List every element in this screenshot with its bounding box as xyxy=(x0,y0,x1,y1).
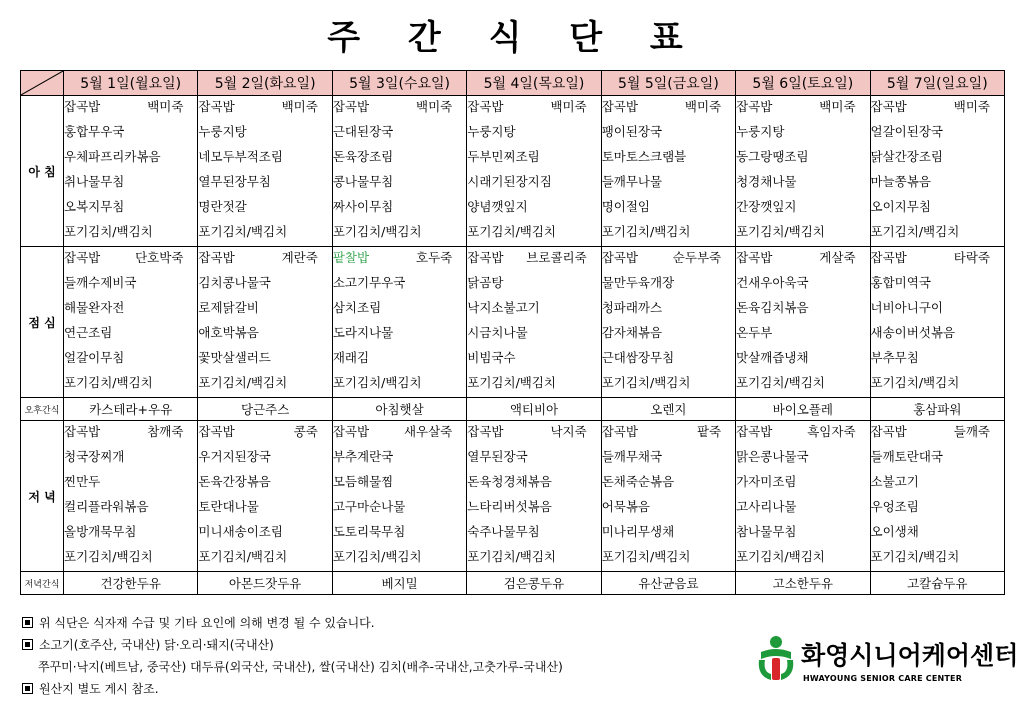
menu-item: 포기김치/백김치 xyxy=(467,224,557,239)
menu-item: 누룽지탕 xyxy=(467,124,516,139)
menu-item: 우엉조림 xyxy=(870,499,919,514)
menu-item: 고사리나물 xyxy=(736,499,797,514)
menu-item: 맛살깨즙냉채 xyxy=(736,350,809,365)
menu-item: 포기김치/백김치 xyxy=(736,224,825,239)
menu-item: 온두부 xyxy=(736,325,773,340)
porridge-item: 타락죽 xyxy=(953,250,990,265)
menu-item: 우거지된장국 xyxy=(198,449,271,464)
square-bullet-icon xyxy=(22,639,33,650)
menu-item: 돈육김치볶음 xyxy=(736,300,809,315)
rice-porridge-line xyxy=(467,421,600,446)
menu-cell xyxy=(332,247,466,398)
porridge-item: 순두부죽 xyxy=(672,250,722,265)
menu-item: 콩나물무침 xyxy=(332,174,394,189)
rice-item: 잡곡밥 xyxy=(64,99,101,114)
porridge-item: 팥죽 xyxy=(696,424,722,439)
weekly-menu-table xyxy=(20,70,1005,595)
rice-porridge-line xyxy=(333,96,466,121)
menu-cell xyxy=(467,247,601,398)
menu-item: 컬리플라워볶음 xyxy=(64,499,149,514)
menu-item: 포기김치/백김치 xyxy=(870,224,960,239)
note-posting: 원산지 별도 게시 참조. xyxy=(22,678,563,700)
porridge-item: 단호박죽 xyxy=(135,250,184,265)
menu-item: 홍합미역국 xyxy=(870,275,931,290)
menu-item: 오이생채 xyxy=(870,524,919,539)
menu-item: 애호박볶음 xyxy=(198,325,259,340)
logo-name: 화영시니어케어센터 xyxy=(801,641,1019,670)
menu-item: 청국장찌개 xyxy=(64,449,125,464)
porridge-item: 브로콜리죽 xyxy=(526,250,587,265)
rice-porridge-line xyxy=(736,421,869,446)
menu-item: 부추무침 xyxy=(870,350,919,365)
menu-item: 포기김치/백김치 xyxy=(198,224,288,239)
menu-item: 어묵볶음 xyxy=(601,499,650,514)
menu-item: 올방개묵무침 xyxy=(64,524,137,539)
meal-row-dinner xyxy=(21,421,1005,572)
rice-item: 잡곡밥 xyxy=(467,424,504,439)
snack-item: 베지밀 xyxy=(332,572,466,595)
menu-item: 돈육청경채볶음 xyxy=(467,474,552,489)
menu-cell xyxy=(601,96,735,247)
snack-item: 고칼슘두유 xyxy=(870,572,1004,595)
snack-item: 바이오플레 xyxy=(736,398,870,421)
menu-cell xyxy=(198,96,332,247)
menu-item: 네모두부적조림 xyxy=(198,149,283,164)
porridge-item: 게살죽 xyxy=(819,250,856,265)
day-header: 5월 4일(목요일) xyxy=(467,71,601,96)
day-header: 5월 6일(토요일) xyxy=(736,71,870,96)
menu-item: 미나리무생채 xyxy=(601,524,675,539)
rice-item: 잡곡밥 xyxy=(467,99,504,114)
menu-item: 돈육장조림 xyxy=(332,149,394,164)
menu-item: 들깨무나물 xyxy=(601,174,663,189)
menu-item: 포기김치/백김치 xyxy=(736,375,825,390)
menu-cell xyxy=(870,247,1004,398)
day-header-row xyxy=(21,71,1005,96)
center-logo xyxy=(755,632,1019,690)
menu-item: 토란대나물 xyxy=(198,499,259,514)
menu-item: 청경채나물 xyxy=(736,174,797,189)
menu-item: 동그랑땡조림 xyxy=(736,149,809,164)
porridge-item: 백미죽 xyxy=(281,99,318,114)
meal-label: 아 침 xyxy=(21,96,64,247)
rice-porridge-line xyxy=(333,247,466,272)
menu-cell xyxy=(736,247,870,398)
menu-cell xyxy=(601,247,735,398)
snack-item: 액티비아 xyxy=(467,398,601,421)
menu-item: 토마토스크램블 xyxy=(601,149,687,164)
rice-item: 잡곡밥 xyxy=(736,424,773,439)
menu-item: 닭살간장조림 xyxy=(870,149,943,164)
menu-item: 낙지소불고기 xyxy=(467,300,540,315)
snack-item: 고소한두유 xyxy=(736,572,870,595)
menu-item: 마늘쫑볶음 xyxy=(870,174,931,189)
menu-item: 간장깻잎지 xyxy=(736,199,797,214)
menu-cell xyxy=(601,421,735,572)
rice-item: 잡곡밥 xyxy=(64,250,101,265)
rice-item: 잡곡밥 xyxy=(736,250,773,265)
rice-item: 잡곡밥 xyxy=(870,99,907,114)
menu-item: 미니새송이조림 xyxy=(198,524,283,539)
corner-cell xyxy=(21,71,64,96)
menu-cell xyxy=(64,96,198,247)
menu-item: 팽이된장국 xyxy=(601,124,663,139)
logo-mark-icon xyxy=(755,632,797,682)
note-change: 위 식단은 식자재 수급 및 기타 요인에 의해 변경 될 수 있습니다. xyxy=(22,612,563,634)
menu-item: 도토리묵무침 xyxy=(332,524,406,539)
menu-cell xyxy=(736,421,870,572)
menu-item: 포기김치/백김치 xyxy=(870,549,960,564)
menu-item: 찐만두 xyxy=(64,474,101,489)
rice-item: 잡곡밥 xyxy=(467,250,504,265)
rice-item: 팥찰밥 xyxy=(332,250,370,265)
menu-item: 얼갈이된장국 xyxy=(870,124,943,139)
snack-item: 검은콩두유 xyxy=(467,572,601,595)
notes xyxy=(22,612,563,700)
menu-item: 숙주나물무침 xyxy=(467,524,540,539)
menu-item: 오복지무침 xyxy=(64,199,125,214)
menu-cell xyxy=(332,96,466,247)
rice-porridge-line xyxy=(602,247,735,272)
menu-item: 두부민찌조림 xyxy=(467,149,540,164)
menu-item: 포기김치/백김치 xyxy=(736,549,825,564)
porridge-item: 흑임자죽 xyxy=(807,424,856,439)
rice-item: 잡곡밥 xyxy=(870,424,907,439)
day-header: 5월 1일(월요일) xyxy=(64,71,198,96)
menu-item: 누룽지탕 xyxy=(736,124,785,139)
menu-item: 느타리버섯볶음 xyxy=(467,499,552,514)
snack-row-evening_snack xyxy=(21,572,1005,595)
menu-cell xyxy=(736,96,870,247)
menu-item: 비빔국수 xyxy=(467,350,516,365)
snack-item: 유산균음료 xyxy=(601,572,735,595)
menu-item: 포기김치/백김치 xyxy=(467,375,557,390)
menu-item: 돈채죽순볶음 xyxy=(601,474,675,489)
menu-item: 도라지나물 xyxy=(332,325,394,340)
meal-row-breakfast xyxy=(21,96,1005,247)
menu-cell xyxy=(467,96,601,247)
porridge-item: 콩죽 xyxy=(293,424,318,439)
page-title: 주 간 식 단 표 xyxy=(327,18,701,58)
menu-item: 고구마순나물 xyxy=(332,499,406,514)
porridge-item: 계란죽 xyxy=(281,250,318,265)
snack-item: 오렌지 xyxy=(601,398,735,421)
meal-row-lunch xyxy=(21,247,1005,398)
rice-porridge-line xyxy=(602,421,735,446)
menu-cell xyxy=(870,421,1004,572)
day-header: 5월 5일(금요일) xyxy=(601,71,735,96)
menu-item: 소고기무우국 xyxy=(332,275,406,290)
menu-item: 포기김치/백김치 xyxy=(601,375,691,390)
rice-porridge-line xyxy=(467,247,600,272)
menu-item: 포기김치/백김치 xyxy=(332,549,422,564)
menu-item: 우체파프리카볶음 xyxy=(64,149,161,164)
rice-item: 잡곡밥 xyxy=(198,99,235,114)
porridge-item: 백미죽 xyxy=(147,99,184,114)
menu-cell xyxy=(870,96,1004,247)
menu-item: 시래기된장지짐 xyxy=(467,174,552,189)
porridge-item: 호두죽 xyxy=(416,250,453,265)
menu-item: 연근조림 xyxy=(64,325,113,340)
snack-item: 아몬드잣두유 xyxy=(198,572,332,595)
porridge-item: 새우살죽 xyxy=(403,424,453,439)
snack-label: 오후간식 xyxy=(21,398,64,421)
rice-porridge-line xyxy=(198,96,331,121)
menu-item: 들깨토란대국 xyxy=(870,449,943,464)
menu-item: 감자채볶음 xyxy=(601,325,663,340)
menu-item: 너비아니구이 xyxy=(870,300,943,315)
menu-item: 재래김 xyxy=(332,350,370,365)
menu-item: 명이절임 xyxy=(601,199,650,214)
snack-item: 당근주스 xyxy=(198,398,332,421)
day-header: 5월 7일(일요일) xyxy=(870,71,1004,96)
menu-item: 오이지무침 xyxy=(870,199,931,214)
menu-cell xyxy=(64,421,198,572)
menu-item: 포기김치/백김치 xyxy=(64,224,153,239)
menu-item: 건새우아욱국 xyxy=(736,275,809,290)
menu-cell xyxy=(467,421,601,572)
rice-item: 잡곡밥 xyxy=(198,250,235,265)
menu-item: 누룽지탕 xyxy=(198,124,247,139)
menu-item: 포기김치/백김치 xyxy=(198,549,288,564)
menu-item: 참나물무침 xyxy=(736,524,797,539)
menu-item: 취나물무침 xyxy=(64,174,125,189)
day-header: 5월 3일(수요일) xyxy=(332,71,466,96)
menu-item: 로제닭갈비 xyxy=(198,300,259,315)
menu-item: 닭곰탕 xyxy=(467,275,504,290)
menu-item: 물만두육개장 xyxy=(601,275,675,290)
rice-porridge-line xyxy=(64,247,197,272)
porridge-item: 들깨죽 xyxy=(953,424,990,439)
rice-porridge-line xyxy=(736,247,869,272)
rice-porridge-line xyxy=(198,421,331,446)
porridge-item: 백미죽 xyxy=(819,99,856,114)
menu-item: 홍합무우국 xyxy=(64,124,125,139)
menu-item: 양념깻잎지 xyxy=(467,199,528,214)
rice-porridge-line xyxy=(871,96,1004,121)
menu-item: 포기김치/백김치 xyxy=(198,375,288,390)
menu-item: 얼갈이무침 xyxy=(64,350,125,365)
menu-cell xyxy=(332,421,466,572)
menu-item: 부추계란국 xyxy=(332,449,394,464)
menu-item: 시금치나물 xyxy=(467,325,528,340)
rice-item: 잡곡밥 xyxy=(870,250,907,265)
menu-item: 열무된장무침 xyxy=(198,174,271,189)
menu-item: 새송이버섯볶음 xyxy=(870,325,956,340)
rice-item: 잡곡밥 xyxy=(601,250,638,265)
rice-item: 잡곡밥 xyxy=(64,424,101,439)
rice-item: 잡곡밥 xyxy=(198,424,235,439)
meal-label: 점 심 xyxy=(21,247,64,398)
rice-item: 잡곡밥 xyxy=(332,424,370,439)
snack-item: 카스테라+우유 xyxy=(64,398,198,421)
menu-item: 근대된장국 xyxy=(332,124,394,139)
snack-item: 건강한두유 xyxy=(64,572,198,595)
logo-subtitle: HWAYOUNG SENIOR CARE CENTER xyxy=(803,674,963,683)
menu-item: 명란젓갈 xyxy=(198,199,247,214)
day-header: 5월 2일(화요일) xyxy=(198,71,332,96)
menu-item: 가자미조림 xyxy=(736,474,797,489)
menu-item: 포기김치/백김치 xyxy=(467,549,557,564)
menu-item: 포기김치/백김치 xyxy=(870,375,960,390)
rice-item: 잡곡밥 xyxy=(601,424,638,439)
rice-porridge-line xyxy=(871,421,1004,446)
rice-item: 잡곡밥 xyxy=(332,99,370,114)
note-origin-detail: 쭈꾸미·낙지(베트남, 중국산) 대두류(외국산, 국내산), 쌀(국내산) 김치(배추-국내산,고춧가루-국내산) xyxy=(38,660,563,674)
menu-item: 열무된장국 xyxy=(467,449,528,464)
note-origin: 소고기(호주산, 국내산) 닭·오리·돼지(국내산) xyxy=(22,634,563,656)
menu-item: 포기김치/백김치 xyxy=(601,549,691,564)
menu-item: 꽃맛살샐러드 xyxy=(198,350,271,365)
porridge-item: 백미죽 xyxy=(416,99,453,114)
rice-porridge-line xyxy=(198,247,331,272)
menu-item: 포기김치/백김치 xyxy=(332,375,422,390)
porridge-item: 백미죽 xyxy=(684,99,722,114)
menu-item: 포기김치/백김치 xyxy=(332,224,422,239)
snack-label: 저녁간식 xyxy=(21,572,64,595)
porridge-item: 백미죽 xyxy=(953,99,990,114)
menu-item: 해물완자전 xyxy=(64,300,125,315)
rice-porridge-line xyxy=(871,247,1004,272)
menu-item: 삼치조림 xyxy=(332,300,382,315)
menu-item: 김치콩나물국 xyxy=(198,275,271,290)
meal-label: 저 녁 xyxy=(21,421,64,572)
rice-porridge-line xyxy=(467,96,600,121)
menu-item: 모듬해물찜 xyxy=(332,474,394,489)
square-bullet-icon xyxy=(22,617,33,628)
diagonal-line-icon xyxy=(21,71,63,95)
snack-item: 홍삼파워 xyxy=(870,398,1004,421)
menu-cell xyxy=(198,247,332,398)
menu-item: 돈육간장볶음 xyxy=(198,474,271,489)
square-bullet-icon xyxy=(22,683,33,694)
menu-item: 소불고기 xyxy=(870,474,919,489)
menu-item: 포기김치/백김치 xyxy=(601,224,691,239)
menu-item: 청파래까스 xyxy=(601,300,663,315)
menu-item: 짜사이무침 xyxy=(332,199,394,214)
menu-item: 들깨수제비국 xyxy=(64,275,137,290)
snack-row-afternoon_snack xyxy=(21,398,1005,421)
menu-item: 포기김치/백김치 xyxy=(64,375,153,390)
rice-porridge-line xyxy=(602,96,735,121)
porridge-item: 낙지죽 xyxy=(550,424,587,439)
rice-item: 잡곡밥 xyxy=(736,99,773,114)
snack-item: 아침햇살 xyxy=(332,398,466,421)
menu-item: 들깨무채국 xyxy=(601,449,663,464)
menu-item: 포기김치/백김치 xyxy=(64,549,153,564)
menu-item: 맑은콩나물국 xyxy=(736,449,809,464)
menu-item: 근대쌈장무침 xyxy=(601,350,675,365)
porridge-item: 참깨죽 xyxy=(147,424,184,439)
rice-porridge-line xyxy=(736,96,869,121)
menu-cell xyxy=(64,247,198,398)
rice-porridge-line xyxy=(333,421,466,446)
rice-porridge-line xyxy=(64,96,197,121)
porridge-item: 백미죽 xyxy=(550,99,587,114)
menu-cell xyxy=(198,421,332,572)
rice-porridge-line xyxy=(64,421,197,446)
rice-item: 잡곡밥 xyxy=(601,99,638,114)
